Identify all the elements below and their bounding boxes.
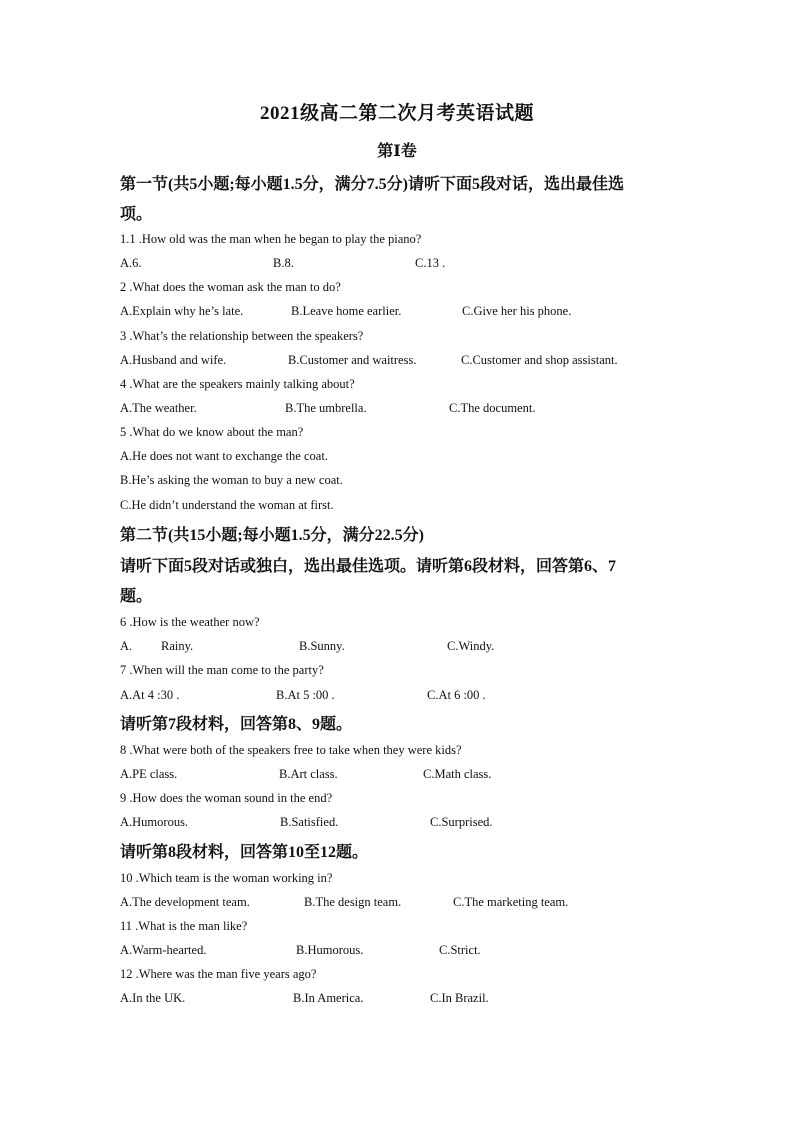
option-12c: C.In Brazil. bbox=[430, 991, 489, 1005]
option-6c: C.Windy. bbox=[447, 639, 495, 653]
option-4c: C.The document. bbox=[449, 401, 536, 415]
question-5: 5 .What do we know about the man? bbox=[120, 425, 304, 439]
section2-instruction: 请听下面5段对话或独白，选出最佳选项。请听第6段材料，回答第6、7 bbox=[120, 558, 617, 575]
section2-heading: 第二节(共15小题;每小题1.5分，满分22.5分) bbox=[120, 527, 424, 544]
option-12a: A.In the UK. bbox=[120, 991, 186, 1005]
option-1c: C.13 . bbox=[415, 256, 446, 270]
material-8-heading: 请听第8段材料，回答第10至12题。 bbox=[120, 844, 369, 861]
question-2: 2 .What does the woman ask the man to do? bbox=[120, 280, 341, 294]
section1-heading-cont: 项。 bbox=[120, 206, 153, 223]
option-8b: B.Art class. bbox=[279, 767, 338, 781]
question-6: 6 .How is the weather now? bbox=[120, 615, 260, 629]
question-1: 1.1 .How old was the man when he began to play the piano? bbox=[120, 232, 422, 246]
question-7: 7 .When will the man come to the party? bbox=[120, 663, 324, 677]
option-9a: A.Humorous. bbox=[120, 815, 189, 829]
option-9c: C.Surprised. bbox=[430, 815, 493, 829]
option-11c: C.Strict. bbox=[439, 943, 481, 957]
option-2b: B.Leave home earlier. bbox=[291, 304, 402, 318]
question-11: 11 .What is the man like? bbox=[120, 919, 248, 933]
option-8a: A.PE class. bbox=[120, 767, 178, 781]
option-3a: A.Husband and wife. bbox=[120, 353, 227, 367]
option-2a: A.Explain why he’s late. bbox=[120, 304, 244, 318]
option-3c: C.Customer and shop assistant. bbox=[461, 353, 618, 367]
option-5c: C.He didn’t understand the woman at first. bbox=[120, 498, 334, 512]
question-8: 8 .What were both of the speakers free to take when they were kids? bbox=[120, 743, 462, 757]
option-8c: C.Math class. bbox=[423, 767, 492, 781]
option-10c: C.The marketing team. bbox=[453, 895, 569, 909]
option-4b: B.The umbrella. bbox=[285, 401, 367, 415]
section1-heading: 第一节(共5小题;每小题1.5分，满分7.5分)请听下面5段对话，选出最佳选 bbox=[120, 176, 624, 193]
option-10b: B.The design team. bbox=[304, 895, 402, 909]
material-7-heading: 请听第7段材料，回答第8、9题。 bbox=[120, 716, 353, 733]
question-12: 12 .Where was the man five years ago? bbox=[120, 967, 317, 981]
option-7b: B.At 5 :00 . bbox=[276, 688, 335, 702]
section2-instruction-cont: 题。 bbox=[120, 588, 153, 605]
option-7c: C.At 6 :00 . bbox=[427, 688, 486, 702]
question-3: 3 .What’s the relationship between the speakers? bbox=[120, 329, 364, 343]
option-5a: A.He does not want to exchange the coat. bbox=[120, 449, 328, 463]
option-2c: C.Give her his phone. bbox=[462, 304, 572, 318]
option-11a: A.Warm-hearted. bbox=[120, 943, 207, 957]
question-4: 4 .What are the speakers mainly talking about? bbox=[120, 377, 355, 391]
option-10a: A.The development team. bbox=[120, 895, 250, 909]
option-12b: B.In America. bbox=[293, 991, 364, 1005]
option-1a: A.6. bbox=[120, 256, 142, 270]
option-6b: B.Sunny. bbox=[299, 639, 345, 653]
question-10: 10 .Which team is the woman working in? bbox=[120, 871, 333, 885]
option-7a: A.At 4 :30 . bbox=[120, 688, 180, 702]
option-4a: A.The weather. bbox=[120, 401, 197, 415]
option-1b: B.8. bbox=[273, 256, 294, 270]
option-5b: B.He’s asking the woman to buy a new coat. bbox=[120, 473, 343, 487]
volume-label: 第Ⅰ卷 bbox=[377, 143, 417, 160]
option-6a-text: Rainy. bbox=[161, 639, 194, 653]
option-9b: B.Satisfied. bbox=[280, 815, 339, 829]
option-3b: B.Customer and waitress. bbox=[288, 353, 417, 367]
option-6a-letter: A. bbox=[120, 639, 133, 653]
option-11b: B.Humorous. bbox=[296, 943, 364, 957]
question-9: 9 .How does the woman sound in the end? bbox=[120, 791, 333, 805]
exam-title: 2021级高二第二次月考英语试题 bbox=[259, 103, 534, 124]
